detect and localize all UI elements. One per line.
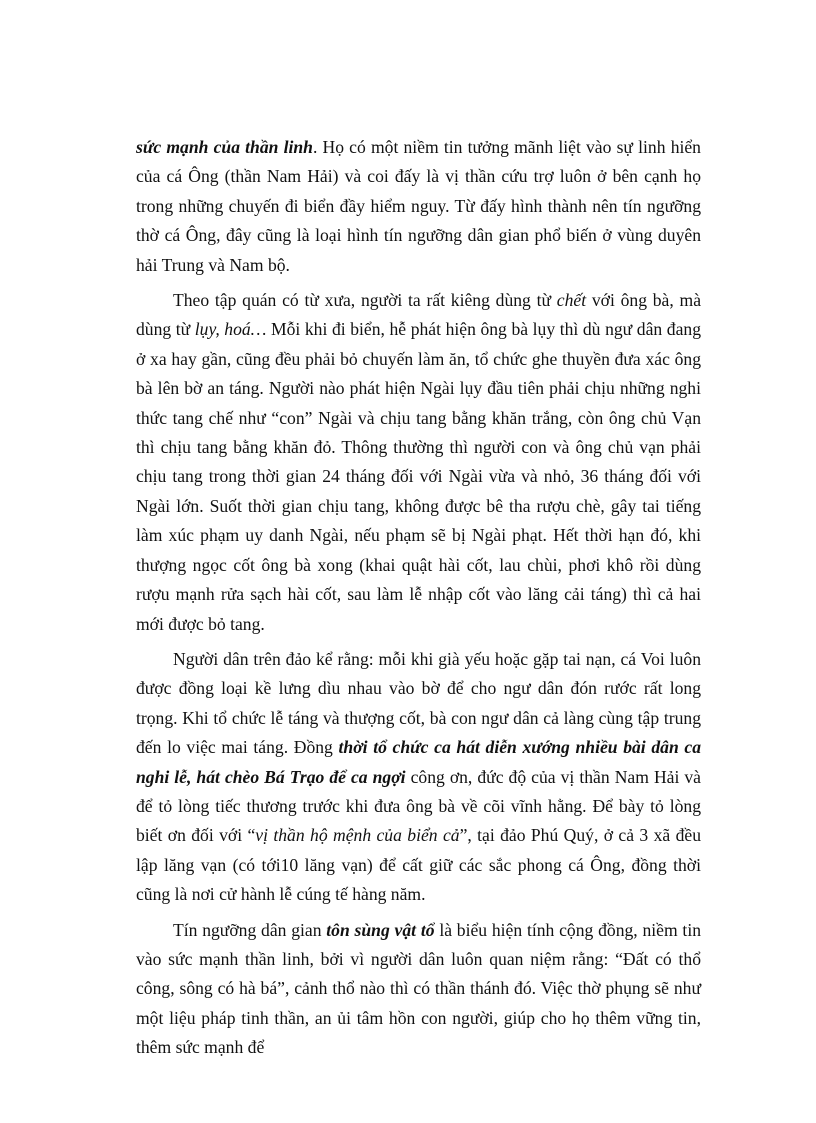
emphasis-text: sức mạnh của thần linh (136, 137, 313, 157)
text-run: là biểu hiện tính cộng đồng, niềm tin vào sức mạnh thần linh, bởi vì người dân luôn quan niệm rằng: “Đất có thổ công, sông có hà bá”, cảnh thổ nào thì có thần thánh đó. Việc thờ phụng sẽ như một liệu pháp tinh thần, an ủi tâm hồn con người, giúp cho họ thêm vững tin, thêm sức mạnh để (136, 919, 702, 1058)
text-run: ”, tại đảo Phú Quý, ở cả 3 xã đều lập lăng vạn (có tới10 lăng vạn) để cất giữ các sắc phong cá Ông, đồng thời cũng là nơi cử hành lễ cúng tế hàng năm. (136, 825, 701, 905)
text-run: Tín ngưỡng dân gian (173, 919, 327, 940)
text-run: Mỗi khi đi biển, hễ phát hiện ông bà lụy thì dù ngư dân đang ở xa hay gần, cũng đều phải bỏ chuyến làm ăn, tổ chức ghe thuyền đưa xác ông bà lên bờ an táng. Người nào phát hiện Ngài lụy đầu tiên phải chịu những nghi thức tang chế như “con” Ngài và chịu tang bằng khăn trắng, còn ông chủ Vạn thì chịu tang bằng khăn đỏ. Thông thường thì người con và ông chủ vạn phải chịu tang trong thời gian 24 tháng đối với Ngài vừa và nhỏ, 36 tháng đối với Ngài lớn. Suốt thời gian chịu tang, không được bê tha rượu chè, gây tai tiếng làm xúc phạm uy danh Ngài, nếu phạm sẽ bị Ngài phạt. Hết thời hạn đó, khi thượng ngọc cốt ông bà xong (khai quật hài cốt, lau chùi, phơi khô rồi dùng rượu mạnh rửa sạch hài cốt, sau làm lễ nhập cốt vào lăng cải táng) thì cả hai mới được bỏ tang. (136, 319, 701, 634)
italic-text: vị thần hộ mệnh của biển cả (255, 825, 460, 846)
paragraph-2 (136, 286, 701, 639)
paragraph-4 (136, 916, 701, 1063)
text-run: . Họ có một niềm tin tưởng mãnh liệt vào sự linh hiển của cá Ông (thần Nam Hải) và coi đấy là vị thần cứu trợ luôn ở bên cạnh họ trong những chuyến đi biển đầy hiểm nguy. Từ đấy hình thành nên tín ngưỡng thờ cá Ông, đây cũng là loại hình tín ngưỡng dân gian phổ biến ở vùng duyên hải Trung và Nam bộ. (136, 137, 701, 275)
paragraph-1 (136, 133, 701, 280)
text-run: công ơn, đức độ của vị thần Nam Hải và để tỏ lòng tiếc thương trước khi đưa ông bà về cõi vĩnh hằng. Để bày tỏ lòng biết ơn đối với “ (136, 766, 701, 846)
text-run: Người dân trên đảo kể rằng: mỗi khi già yếu hoặc gặp tai nạn, cá Voi luôn được đồng loại kề lưng dìu nhau vào bờ để cho ngư dân đón rước rất long trọng. Khi tổ chức lễ táng và thượng cốt, bà con ngư dân cả làng cùng tập trung đến lo việc mai táng. Đồng (136, 648, 701, 758)
body-text (136, 133, 701, 1069)
text-run: với ông bà, mà dùng từ (136, 290, 701, 340)
paragraph-3 (136, 645, 701, 910)
italic-text: chết (556, 290, 587, 311)
emphasis-text: tôn sùng vật tổ (326, 919, 435, 940)
italic-text: lụy, hoá… (194, 319, 267, 340)
emphasis-text: thời tổ chức ca hát diễn xướng nhiều bài dân ca nghi lễ, hát chèo Bá Trạo để ca ngợi (136, 737, 701, 787)
text-run: Theo tập quán có từ xưa, người ta rất kiêng dùng từ (173, 290, 557, 311)
